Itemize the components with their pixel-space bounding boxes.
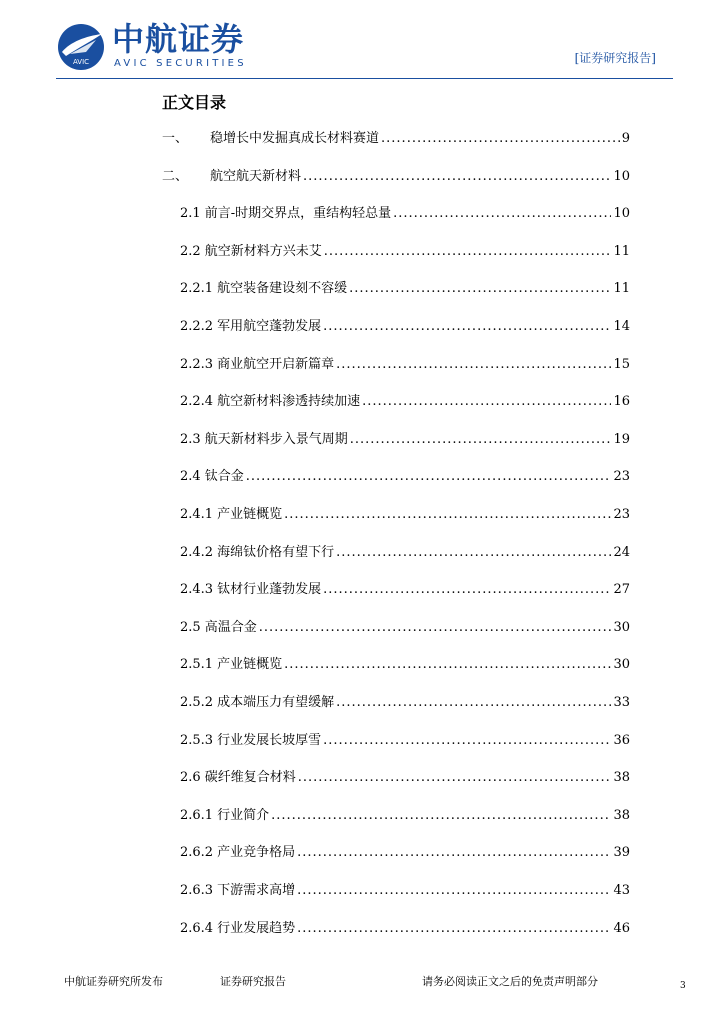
toc-entry[interactable] — [180, 393, 630, 411]
toc-leader-dots — [349, 280, 611, 298]
toc-entry-number: 2.2 — [180, 244, 201, 259]
toc-entry-number: 2.5.3 — [180, 733, 214, 748]
toc-entry[interactable] — [180, 694, 630, 712]
toc-entry-page: 43 — [613, 883, 630, 898]
toc-entry[interactable] — [180, 506, 630, 524]
toc-entry[interactable] — [180, 431, 630, 449]
toc-entry[interactable] — [180, 882, 630, 900]
toc-entry-label: 前言-时期交界点，重结构轻总量 — [204, 206, 392, 221]
toc-leader-dots — [297, 844, 611, 862]
toc-entry-label: 高温合金 — [204, 620, 257, 635]
toc-entry[interactable] — [180, 280, 630, 298]
toc-entry-label: 下游需求高增 — [217, 883, 296, 898]
toc-entry[interactable] — [180, 619, 630, 637]
toc-leader-dots — [336, 544, 611, 562]
toc-entry-page: 36 — [613, 733, 630, 748]
toc-entry-number: 2.4.2 — [180, 545, 214, 560]
toc-leader-dots — [323, 581, 611, 599]
header-divider — [56, 78, 673, 79]
toc-leader-dots — [393, 205, 611, 223]
toc-entry-number: 2.2.4 — [180, 394, 214, 409]
toc-entry-page: 30 — [613, 657, 630, 672]
footer-disclaimer: 请务必阅读正文之后的免责声明部分 — [422, 975, 598, 988]
toc-title: 正文目录 — [162, 93, 227, 112]
toc-entry-page: 19 — [613, 432, 630, 447]
toc-entry-number: 2.5 — [180, 620, 201, 635]
toc-leader-dots — [350, 431, 612, 449]
toc-entry-number: 2.6 — [180, 770, 201, 785]
page-header — [0, 0, 724, 84]
toc-entry-label: 商业航空开启新篇章 — [217, 357, 335, 372]
toc-entry-label: 航天新材料步入景气周期 — [204, 432, 348, 447]
toc-entry[interactable] — [180, 468, 630, 486]
toc-entry-page: 30 — [613, 620, 630, 635]
toc-entry-label: 产业链概览 — [217, 507, 283, 522]
toc-entry-page: 11 — [613, 244, 630, 259]
toc-entry-number: 2.6.4 — [180, 921, 214, 936]
toc-leader-dots — [259, 619, 612, 637]
toc-entry-page: 33 — [613, 695, 630, 710]
toc-entry-label: 行业简介 — [217, 808, 270, 823]
toc-entry-number: 2.4 — [180, 469, 201, 484]
toc-leader-dots — [271, 807, 611, 825]
toc-entry-label: 航空航天新材料 — [210, 169, 302, 184]
toc-entry-page: 24 — [613, 545, 630, 560]
toc-entry-number: 2.2.3 — [180, 357, 214, 372]
toc-entry-number: 2.4.1 — [180, 507, 214, 522]
toc-leader-dots — [323, 732, 611, 750]
svg-text:AVIC: AVIC — [72, 58, 90, 66]
toc-entry-label: 钛材行业蓬勃发展 — [217, 582, 322, 597]
toc-entry-label: 碳纤维复合材料 — [204, 770, 296, 785]
toc-entry[interactable] — [162, 168, 630, 186]
toc-leader-dots — [336, 356, 611, 374]
toc-entry-label: 航空新材料渗透持续加速 — [217, 394, 361, 409]
footer-publisher: 中航证券研究所发布 — [64, 975, 163, 988]
toc-entry[interactable] — [180, 769, 630, 787]
toc-entry-page: 15 — [613, 357, 630, 372]
toc-leader-dots — [336, 694, 611, 712]
toc-entry-page: 14 — [613, 319, 630, 334]
toc-entry-page: 9 — [621, 131, 630, 146]
report-tag: [证券研究报告] — [574, 51, 656, 65]
toc-leader-dots — [297, 920, 611, 938]
toc-leader-dots — [297, 882, 611, 900]
toc-entry-label: 军用航空蓬勃发展 — [217, 319, 322, 334]
toc-entry-label: 钛合金 — [204, 469, 244, 484]
toc-entry[interactable] — [180, 356, 630, 374]
toc-entry-page: 10 — [613, 206, 630, 221]
avic-logo-icon — [56, 22, 106, 72]
toc-entry-page: 16 — [613, 394, 630, 409]
toc-entry-number: 2.2.1 — [180, 281, 214, 296]
toc-entry[interactable] — [162, 130, 630, 148]
toc-entry-page: 27 — [613, 582, 630, 597]
toc-entry-label: 产业竞争格局 — [217, 845, 296, 860]
brand-name-cn: 中航证券 — [112, 20, 245, 58]
toc-entry-label: 产业链概览 — [217, 657, 283, 672]
toc-entry-number: 2.5.2 — [180, 695, 214, 710]
footer-doc-type: 证券研究报告 — [220, 975, 286, 988]
footer-page-number: 3 — [680, 981, 686, 991]
toc-leader-dots — [303, 168, 611, 186]
toc-leader-dots — [362, 393, 611, 411]
toc-entry-number: 2.5.1 — [180, 657, 214, 672]
toc-entry-page: 10 — [613, 169, 630, 184]
toc-entry[interactable] — [180, 920, 630, 938]
toc-entry-number: 一、 — [162, 131, 189, 146]
toc-entry-page: 11 — [613, 281, 630, 296]
page-footer — [0, 968, 724, 998]
toc-entry-number: 2.2.2 — [180, 319, 214, 334]
toc-leader-dots — [284, 656, 611, 674]
toc-entry[interactable] — [180, 318, 630, 336]
toc-entry-label: 成本端压力有望缓解 — [217, 695, 335, 710]
toc-entry-number: 2.6.1 — [180, 808, 214, 823]
toc-entry-label: 行业发展长坡厚雪 — [217, 733, 322, 748]
toc-entry-page: 38 — [613, 808, 630, 823]
toc-entry-label: 航空新材料方兴未艾 — [204, 244, 322, 259]
toc-entry-page: 46 — [613, 921, 630, 936]
toc-entry[interactable] — [180, 844, 630, 862]
toc-entry[interactable] — [180, 581, 630, 599]
toc-leader-dots — [323, 318, 611, 336]
toc-leader-dots — [246, 468, 612, 486]
toc-entry-number: 2.6.2 — [180, 845, 214, 860]
toc-entry-label: 航空装备建设刻不容缓 — [217, 281, 348, 296]
toc-leader-dots — [298, 769, 612, 787]
toc-entry-number: 二、 — [162, 169, 189, 184]
brand-name-en: AVIC SECURITIES — [114, 58, 247, 69]
toc-entry-label: 行业发展趋势 — [217, 921, 296, 936]
toc-entry[interactable] — [180, 205, 630, 223]
toc-entry-number: 2.4.3 — [180, 582, 214, 597]
toc-leader-dots — [381, 130, 620, 148]
toc-entry-label: 稳增长中发掘真成长材料赛道 — [210, 131, 380, 146]
toc-entry-number: 2.6.3 — [180, 883, 214, 898]
toc-entry-page: 23 — [613, 469, 630, 484]
toc-entry[interactable] — [180, 656, 630, 674]
toc-entry-label: 海绵钛价格有望下行 — [217, 545, 335, 560]
toc-leader-dots — [324, 243, 612, 261]
toc-entry-page: 23 — [613, 507, 630, 522]
toc-entry[interactable] — [180, 243, 630, 261]
toc-entry-page: 38 — [613, 770, 630, 785]
toc-entry-page: 39 — [613, 845, 630, 860]
toc-entry[interactable] — [180, 807, 630, 825]
toc-entry-number: 2.3 — [180, 432, 201, 447]
toc-leader-dots — [284, 506, 611, 524]
toc-entry-number: 2.1 — [180, 206, 201, 221]
toc-entry[interactable] — [180, 544, 630, 562]
toc-entry[interactable] — [180, 732, 630, 750]
